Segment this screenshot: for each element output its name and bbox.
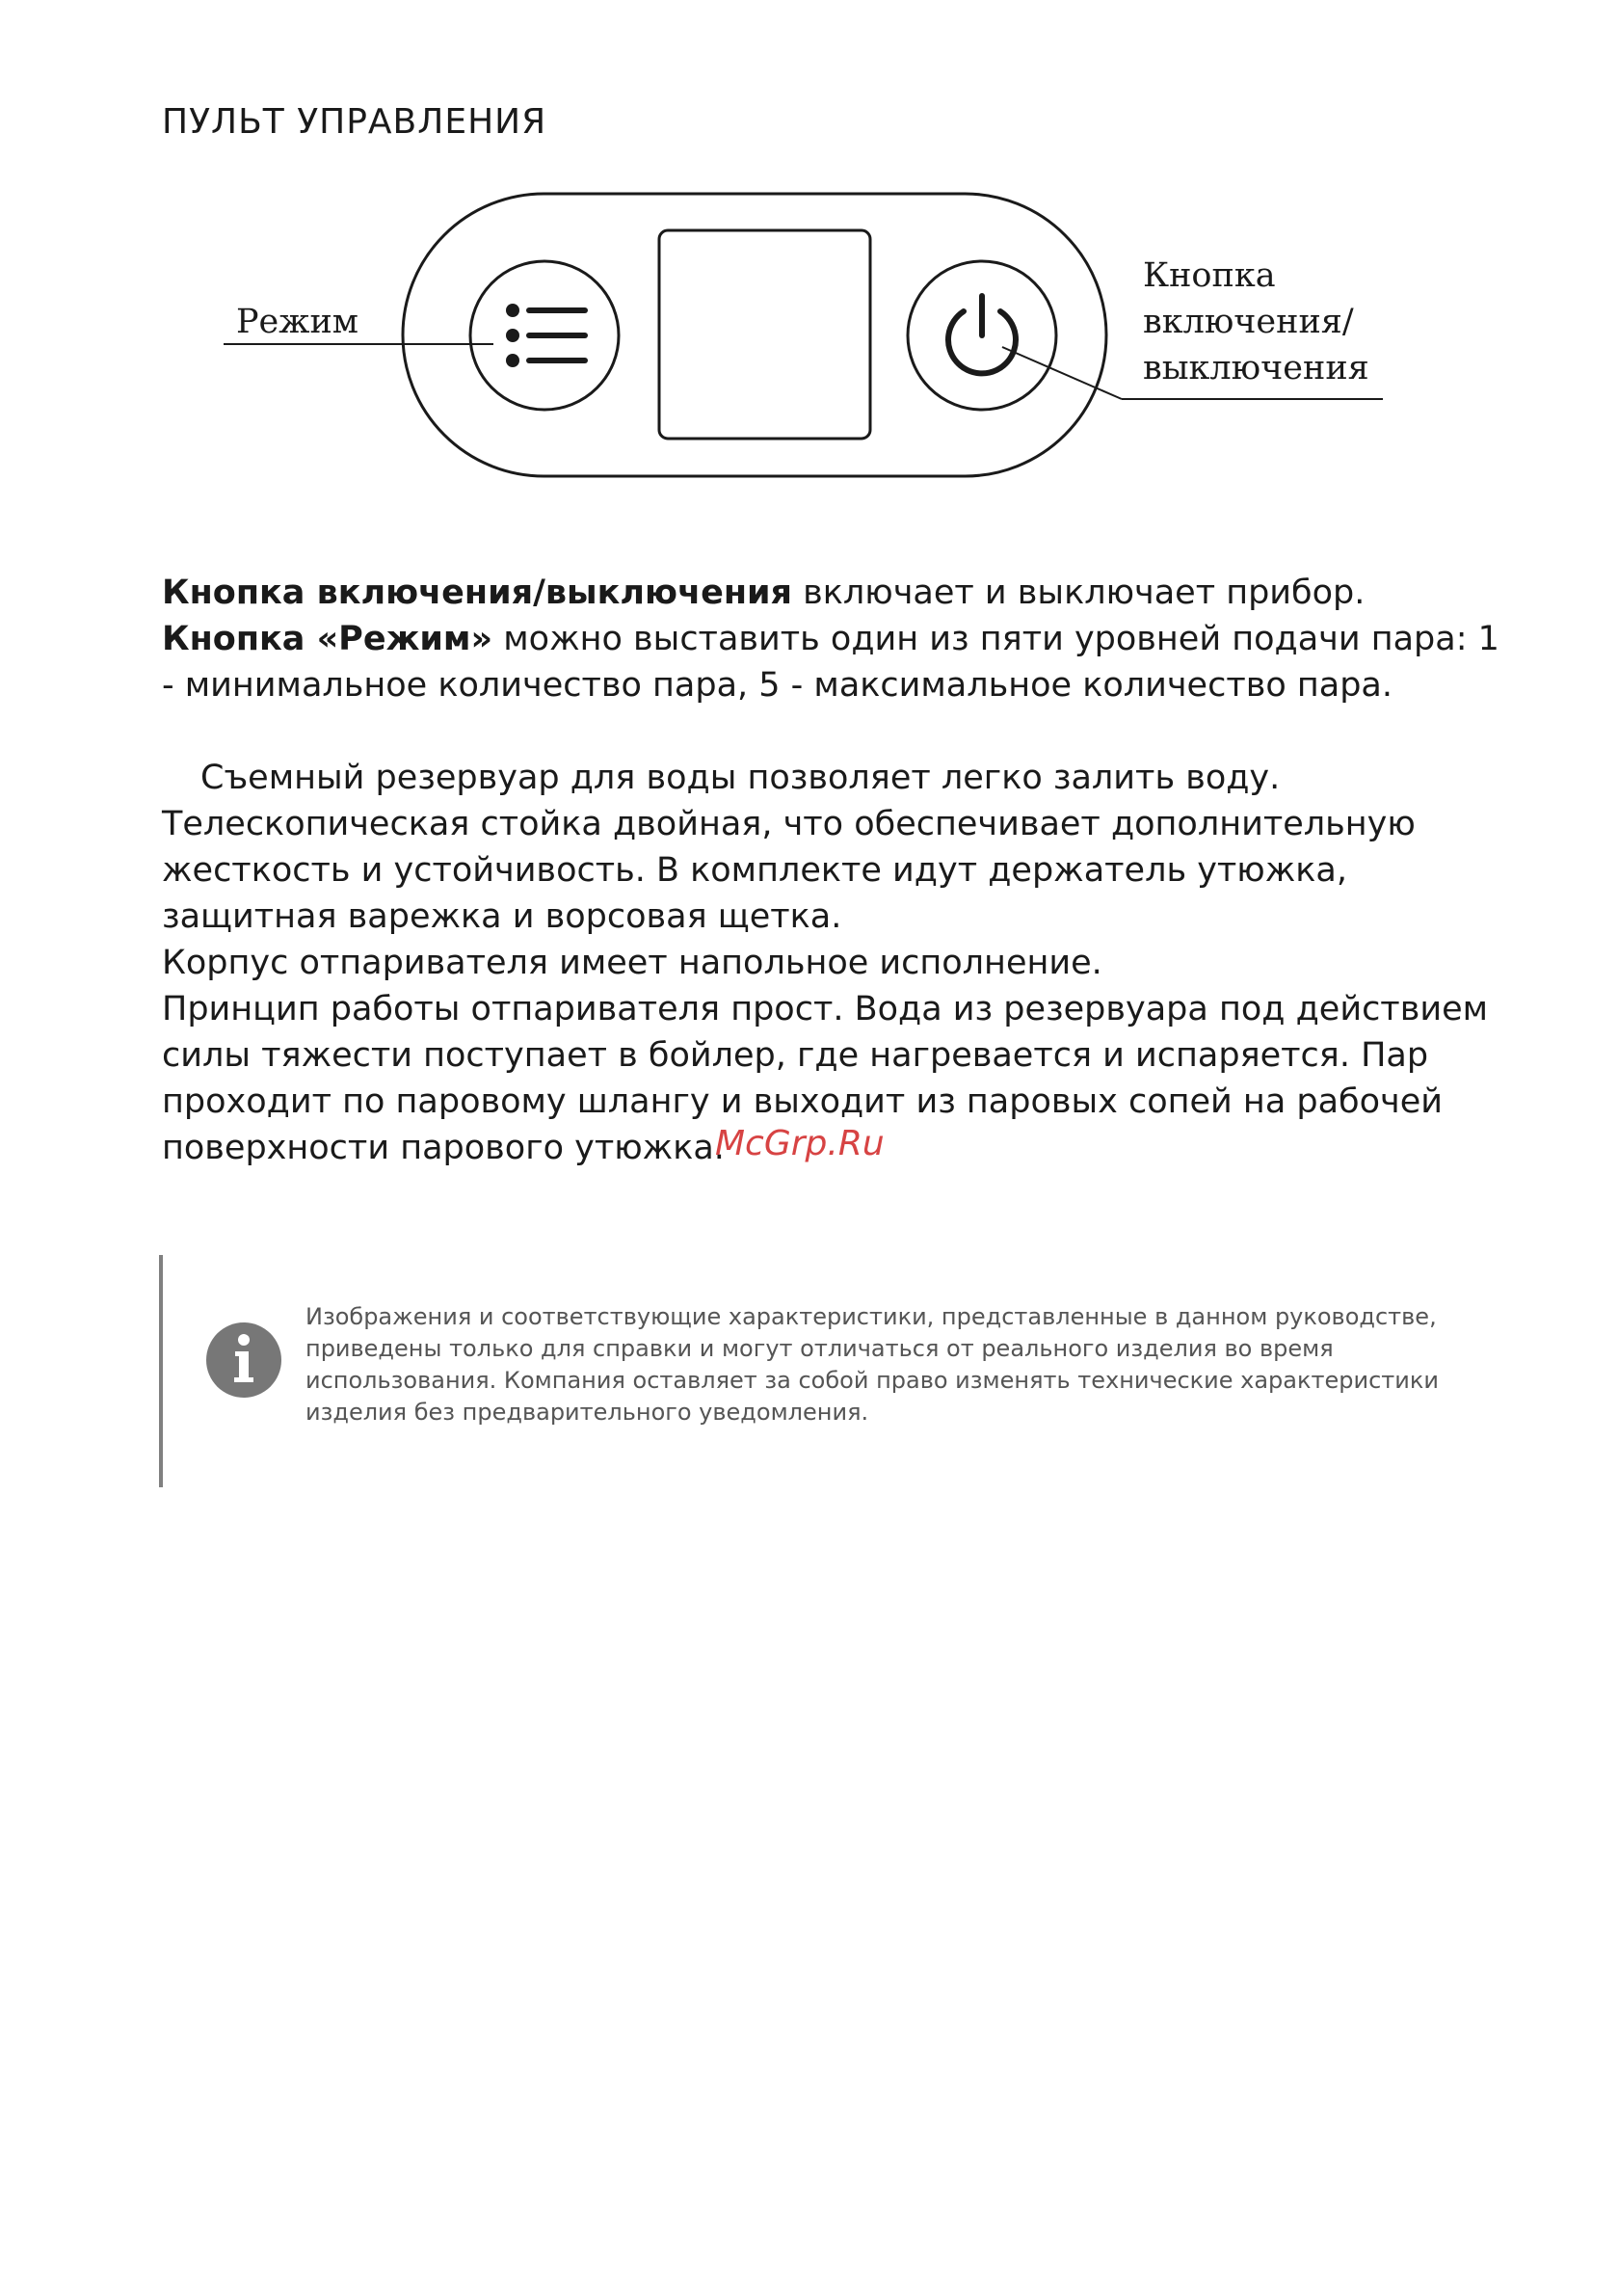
mode-button-term: Кнопка «Режим»: [162, 620, 493, 658]
power-button: [908, 261, 1056, 410]
info-note-text: [305, 1301, 1462, 1428]
body-text: [162, 570, 1501, 1171]
power-button-description: включает и выключает прибор.: [792, 574, 1366, 612]
paragraph-reservoir: Съемный резервуар для воды позволяет легко залить воду. Телескопическая стойка двойная, что обеспечивает дополнительную жесткость и устойчивость. В комплекте идут держатель утюжка, защитная варежка и ворсовая щетка.: [162, 759, 1416, 936]
mode-label: Режим: [236, 303, 359, 341]
mode-button: [470, 261, 619, 410]
control-panel-diagram: [0, 0, 1618, 540]
power-label: [1143, 253, 1369, 391]
power-label-line-2: включения/: [1143, 303, 1354, 341]
paragraph-mode: [162, 616, 1501, 708]
menu-list-icon: [506, 304, 585, 367]
paragraph-principle: Принцип работы отпаривателя прост. Вода из резервуара под действием силы тяжести поступает в бойлер, где нагревается и испаряется. Пар проходит по паровому шлангу и выходит из паровых сопей на рабочей поверхности парового утюжка.: [162, 990, 1489, 1167]
info-note-paragraph: Изображения и соответствующие характеристики, представленные в данном руководстве, приведены только для справки и могут отличаться от реального изделия во время использования. Компания оставляет за собой право изменять технические характеристики изделия без предварительного уведомления.: [305, 1303, 1439, 1426]
power-label-line-1: Кнопка: [1143, 256, 1276, 295]
paragraph-power: [162, 570, 1501, 616]
display-screen: [659, 230, 870, 439]
info-icon: [205, 1322, 282, 1399]
paragraph-body: Корпус отпаривателя имеет напольное исполнение.: [162, 944, 1102, 982]
power-icon: [948, 296, 1016, 373]
info-note: [159, 1255, 1512, 1487]
power-button-term: Кнопка включения/выключения: [162, 574, 793, 612]
mode-button-description: можно выставить один из пяти уровней подачи пара: 1 - минимальное количество пара, 5 - максимальное количество пара.: [162, 620, 1499, 705]
power-label-line-3: выключения: [1143, 349, 1369, 387]
section-title: ПУЛЬТ УПРАВЛЕНИЯ: [162, 102, 547, 142]
watermark: McGrp.Ru: [715, 1124, 885, 1163]
